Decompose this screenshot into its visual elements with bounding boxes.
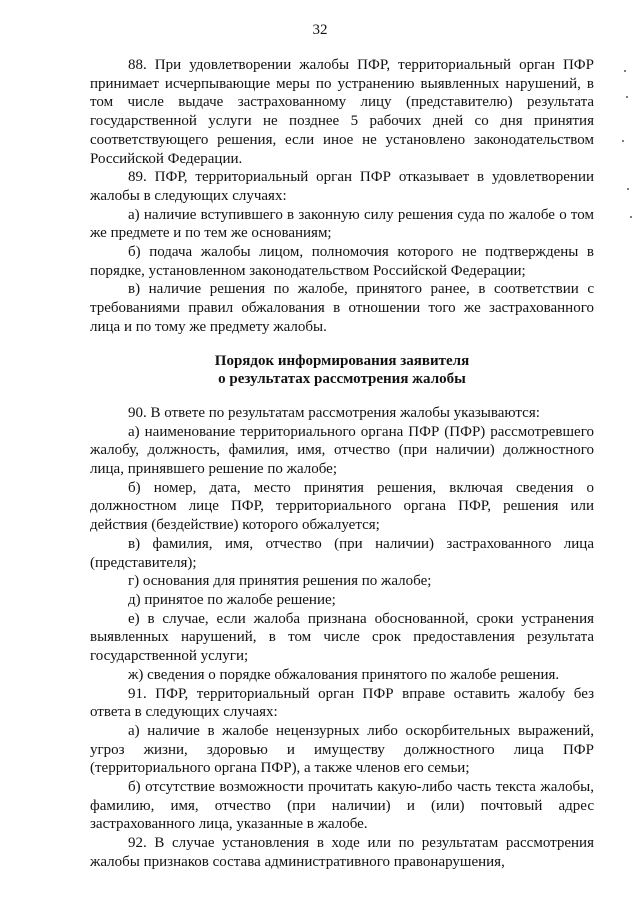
paragraph-90-v: в) фамилия, имя, отчество (при наличии) застрахованного лица (представителя); xyxy=(90,535,594,571)
paragraph-90-g: г) основания для принятия решения по жалобе; xyxy=(128,573,432,590)
paragraph-92: 92. В случае установления в ходе или по результатам рассмотрения жалобы признаков состава административного правонарушения, xyxy=(90,835,594,870)
paragraph-88: 88. При удовлетворении жалобы ПФР, территориальный орган ПФР принимает исчерпывающие меры по устранению выявленных нарушений, в том числе выдаче застрахованному лицу (представителю) результата государственной услуги не позднее 5 рабочих дней со дня принятия соответствующего решения, если иное не установлено законодательством Российской Федерации. xyxy=(90,57,594,167)
section-heading-line-2: о результатах рассмотрения жалобы xyxy=(218,371,466,388)
scan-speck xyxy=(626,96,628,98)
paragraph-91: 91. ПФР, территориальный орган ПФР вправе оставить жалобу без ответа в следующих случаях: xyxy=(90,685,594,721)
scan-speck xyxy=(624,70,626,72)
paragraph-90: 90. В ответе по результатам рассмотрения жалобы указываются: xyxy=(128,404,540,421)
scan-speck xyxy=(627,188,629,190)
section-heading-line-1: Порядок информирования заявителя xyxy=(214,352,470,369)
document-body xyxy=(90,56,594,872)
paragraph-90-d: д) принятое по жалобе решение; xyxy=(128,591,336,608)
paragraph-89-b: б) подача жалобы лицом, полномочия которого не подтверждены в порядке, установленном законодательством Российской Федерации; xyxy=(90,244,594,279)
paragraph-90-a: а) наименование территориального органа ПФР (ПФР) рассмотревшего жалобу, должность, фамилия, имя, отчество (при наличии) должностного лица, принявшего решение по жалобе; xyxy=(90,423,594,478)
paragraph-90-e: е) в случае, если жалоба признана обоснованной, сроки устранения выявленных нарушений, в том числе срок предоставления результата государственной услуги; xyxy=(90,610,594,665)
paragraph-89-a: а) наличие вступившего в законную силу решения суда по жалобе о том же предмете и по тем же основаниям; xyxy=(90,206,594,242)
paragraph-91-b: б) отсутствие возможности прочитать какую-либо часть текста жалобы, фамилию, имя, отчество (при наличии) и (или) почтовый адрес застрахованного лица, указанные в жалобе. xyxy=(90,779,594,833)
page-number: 32 xyxy=(312,22,328,38)
scan-speck xyxy=(630,216,632,218)
paragraph-91-a: а) наличие в жалобе нецензурных либо оскорбительных выражений, угроз жизни, здоровью и имуществу должностного лица ПФР (территориального органа ПФР), а также членов его семьи; xyxy=(90,722,594,777)
paragraph-89-v: в) наличие решения по жалобе, принятого ранее, в соответствии с требованиями правил обжалования в отношении того же застрахованного лица и по тому же предмету жалобы. xyxy=(90,281,594,335)
paragraph-90-zh: ж) сведения о порядке обжалования принятого по жалобе решения. xyxy=(128,666,560,683)
section-heading xyxy=(90,352,594,389)
paragraph-90-b: б) номер, дата, место принятия решения, включая сведения о должностном лице ПФР, территориального органа ПФР, решения или действия (бездействие) которого обжалуется; xyxy=(90,479,594,534)
paragraph-89: 89. ПФР, территориальный орган ПФР отказывает в удовлетворении жалобы в следующих случаях: xyxy=(90,169,594,204)
scan-speck xyxy=(622,140,624,142)
